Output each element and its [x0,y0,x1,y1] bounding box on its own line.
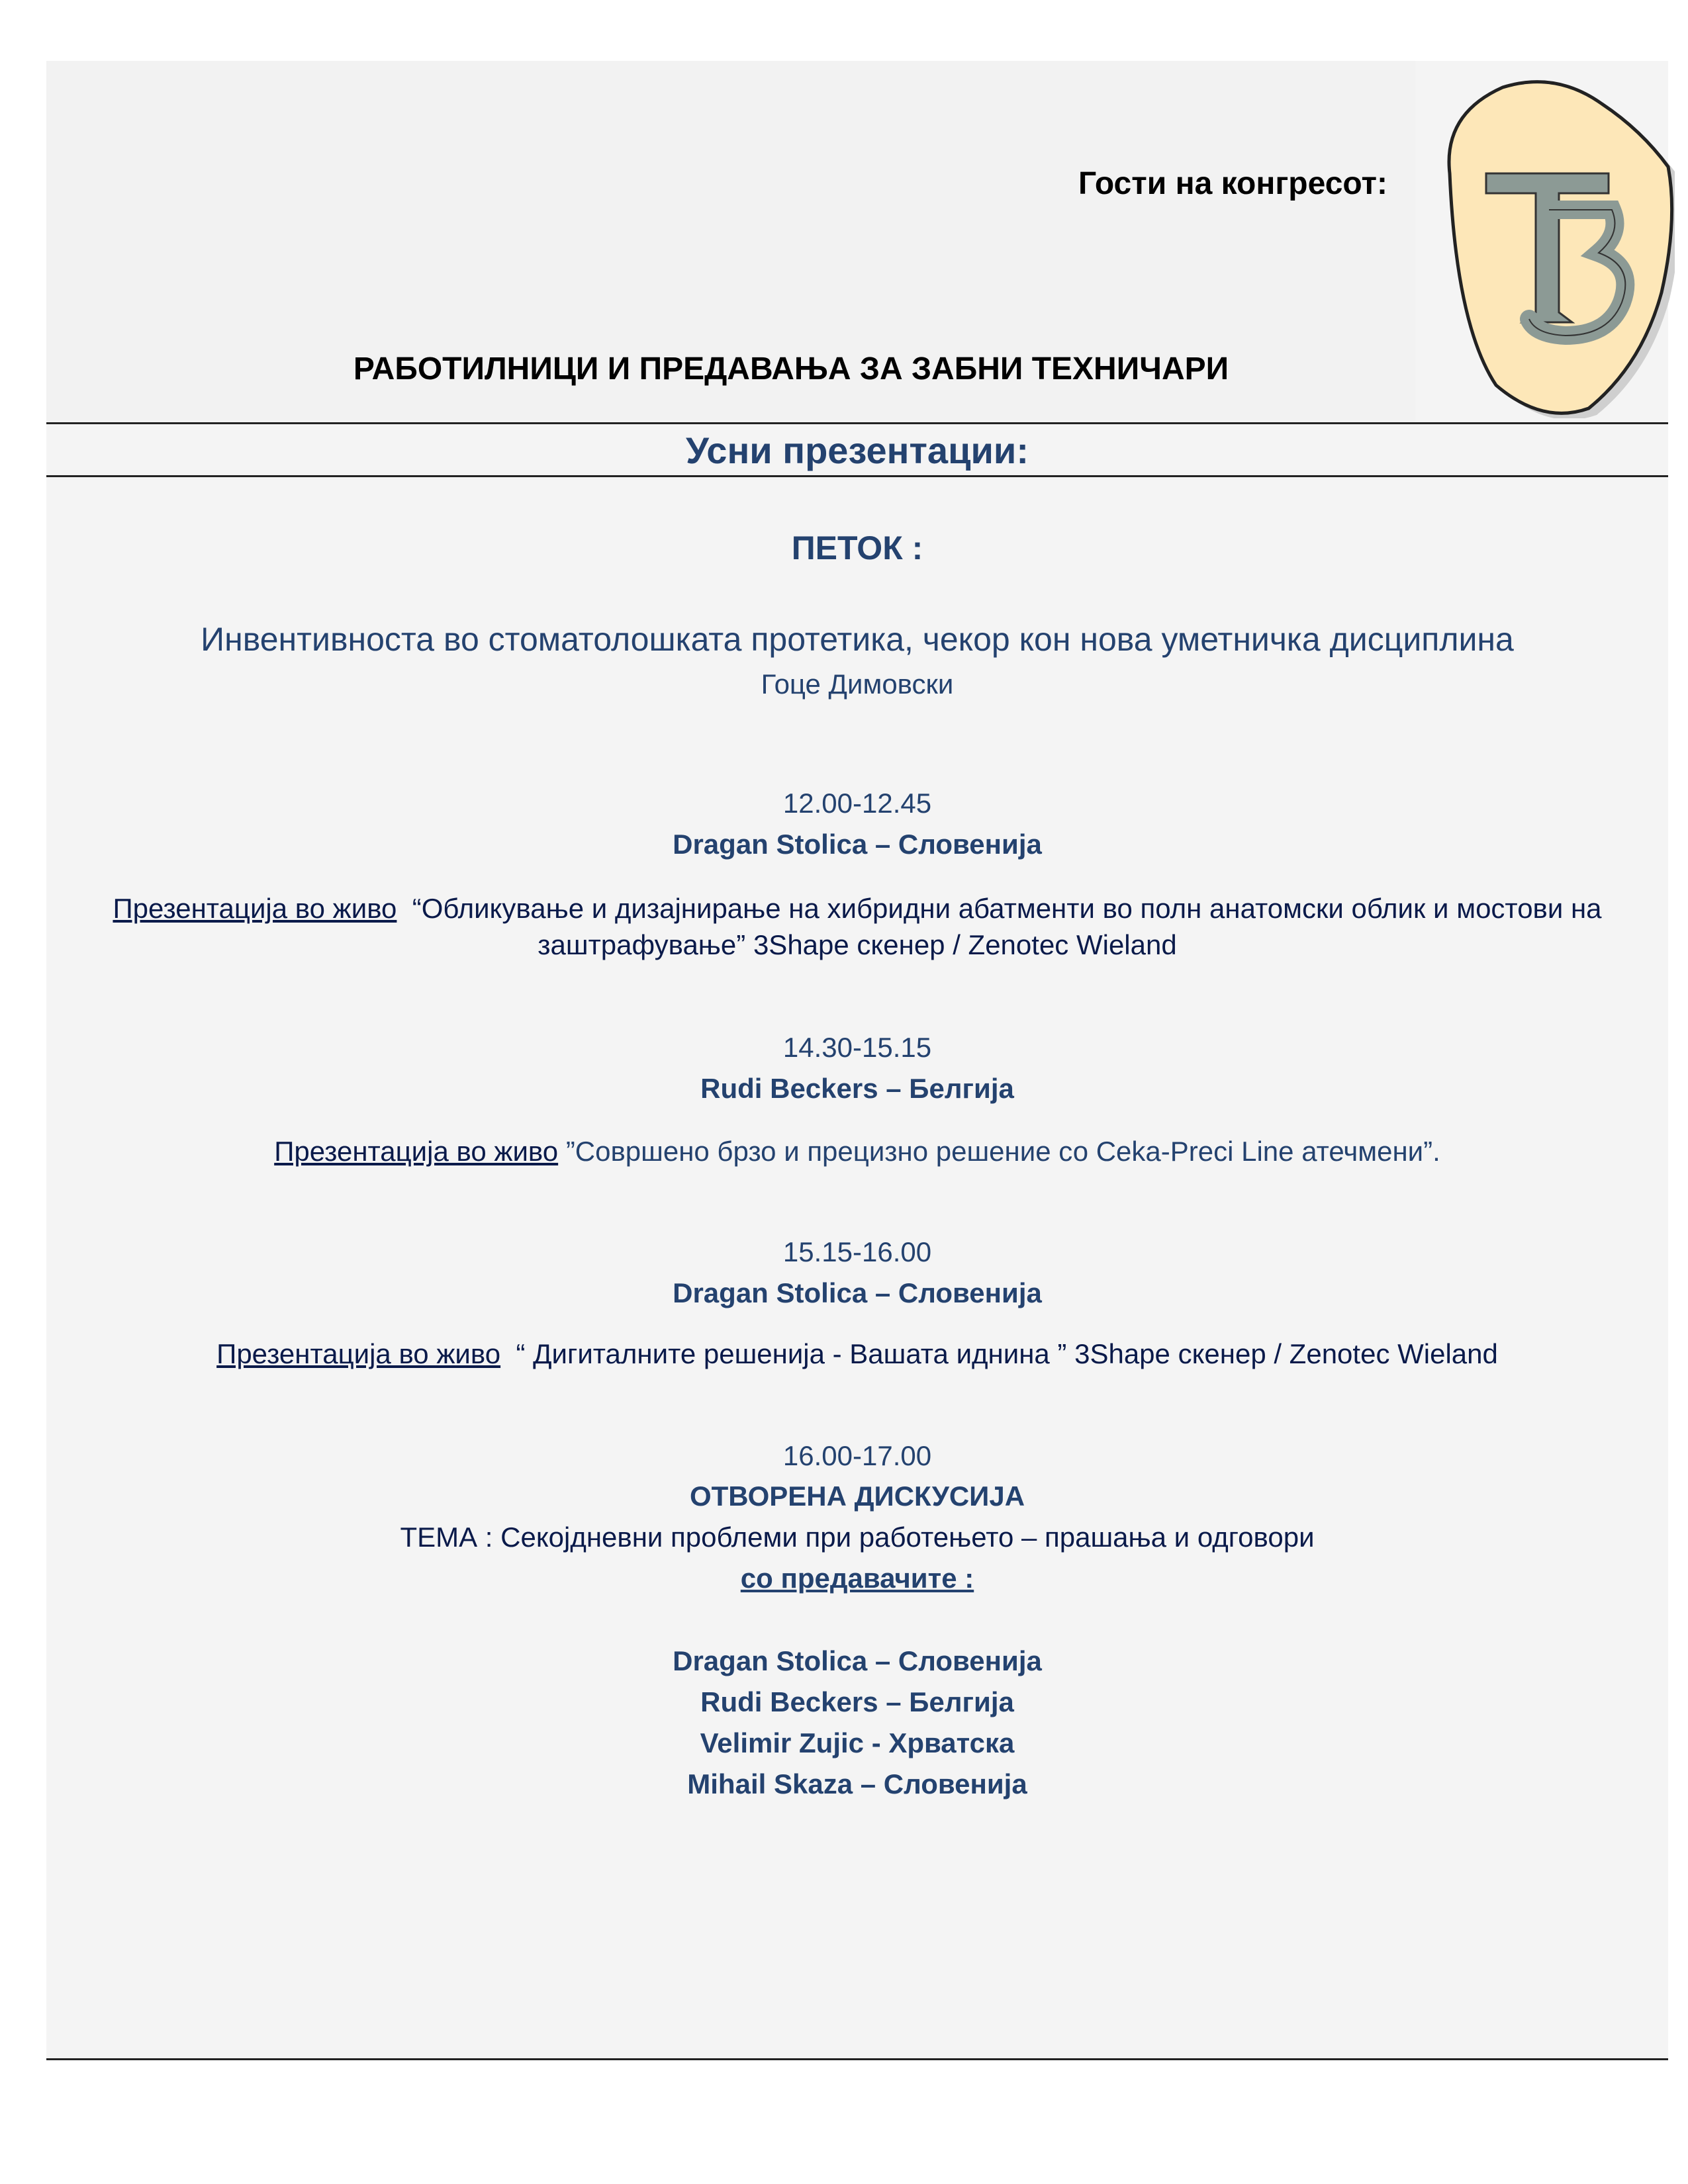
divider-top [46,422,1668,424]
session-3-text: “ Дигиталните решенија - Вашата иднина ” 3Shape скенер / Zenotec Wieland [516,1338,1498,1369]
session-3-time: 15.15-16.00 [782,1236,932,1267]
discussion-speaker-1: Dragan Stolica – Словенија [673,1645,1042,1676]
divider-bottom [46,475,1668,477]
lecture-title: Инвентивноста во стоматолошката протетика, чекор кон нова уметничка дисциплина [201,621,1514,658]
page-title: РАБОТИЛНИЦИ И ПРЕДАВАЊА ЗА ЗАБНИ ТЕХНИЧАРИ [353,351,1229,387]
session-1-line1: “Обликување и дизајнирање на хибридни абатменти во полн анатомски облик и мостови на [412,893,1602,924]
session-2-live-link[interactable]: Презентација во живо [274,1136,559,1167]
session-2-text: ”Совршено брзо и прецизно решение со Ceka-Preci Line атечмени”. [565,1136,1440,1167]
guests-label: Гости на конгресот: [1078,166,1387,201]
discussion-speaker-4: Mihail Skaza – Словенија [687,1768,1027,1799]
session-1-time: 12.00-12.45 [782,788,932,819]
lecture-speaker: Гоце Димовски [761,668,954,700]
session-1-line2: заштрафување” 3Shape скенер / Zenotec Wieland [538,929,1177,960]
session-1-description [46,890,1668,927]
discussion-time: 16.00-17.00 [782,1440,932,1471]
day-heading: ПЕТОК : [791,529,923,567]
section-heading: Усни презентации: [686,430,1029,471]
session-2-time: 14.30-15.15 [782,1032,932,1063]
session-3-description [46,1336,1668,1373]
footer-divider [46,2058,1668,2060]
discussion-theme: ТЕМА : Секојдневни проблеми при работењето – прашања и одговори [400,1522,1315,1553]
session-3-live-link[interactable]: Презентација во живо [216,1338,501,1369]
session-2-description [46,1133,1668,1170]
discussion-with-label: со предавачите : [740,1563,974,1594]
session-3-speaker: Dragan Stolica – Словенија [673,1277,1042,1308]
discussion-speaker-2: Rudi Beckers – Белгија [700,1686,1014,1717]
session-1-speaker: Dragan Stolica – Словенија [673,829,1042,860]
session-2-speaker: Rudi Beckers – Белгија [700,1073,1014,1104]
session-1-live-link[interactable]: Презентација во живо [113,893,397,924]
discussion-speaker-3: Velimir Zujic - Хрватска [700,1727,1015,1758]
discussion-title: ОТВОРЕНА ДИСКУСИЈА [689,1480,1025,1512]
